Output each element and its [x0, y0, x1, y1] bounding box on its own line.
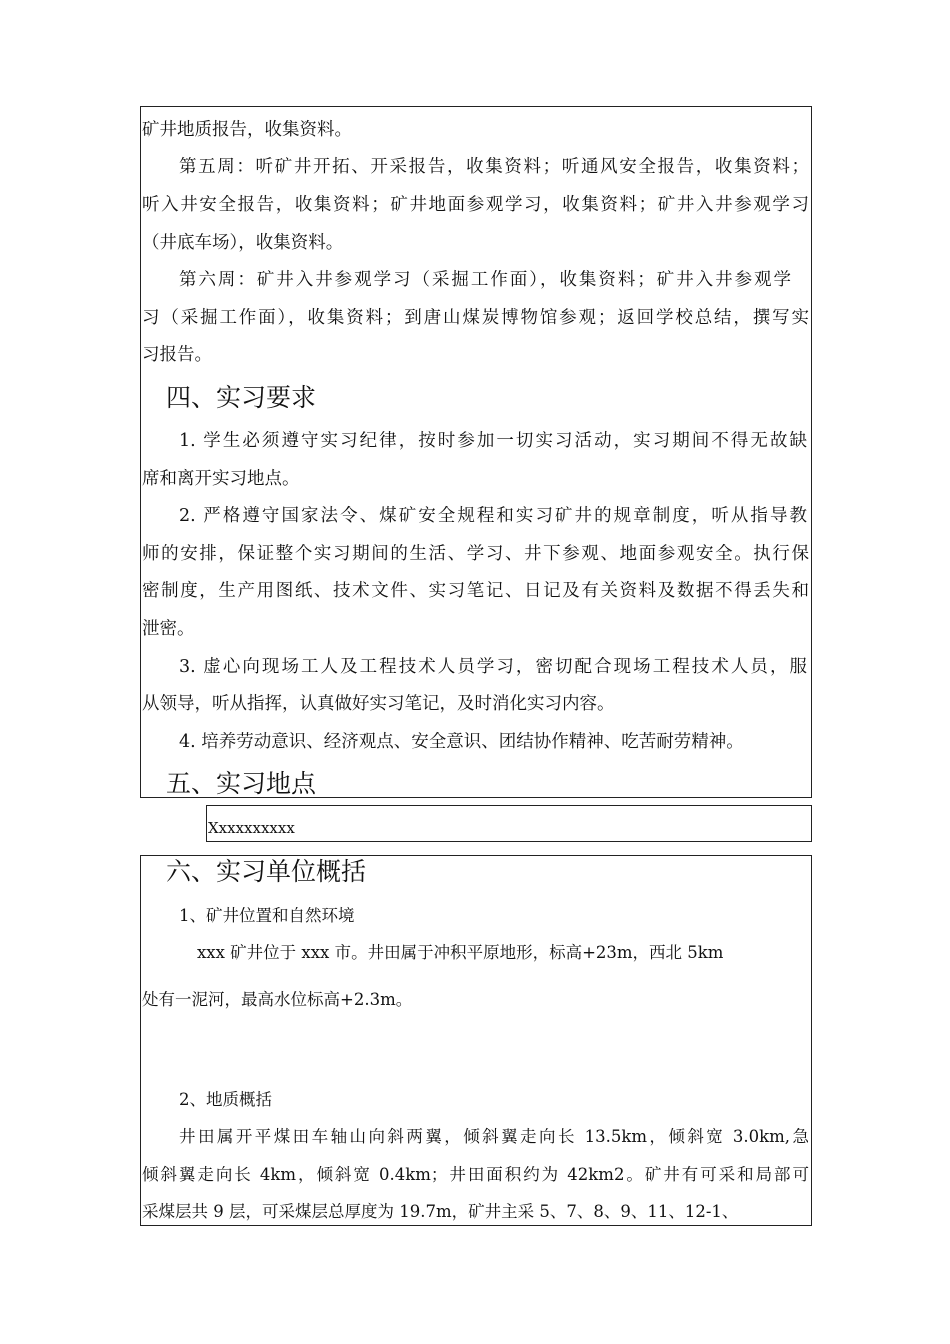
requirement-line-7: 3. 虚心向现场工人及工程技术人员学习，密切配合现场工程技术人员，服 — [179, 657, 807, 677]
requirement-line-4: 师的安排，保证整个实习期间的生活、学习、井下参观、地面参观安全。执行保 — [142, 544, 809, 564]
schedule-line-3: 听入井安全报告，收集资料；矿井地面参观学习，收集资料；矿井入井参观学习 — [142, 195, 809, 215]
requirement-line-2: 席和离开实习地点。 — [142, 469, 300, 489]
location-text-line-1: xxx 矿井位于 xxx 市。井田属于冲积平原地形，标高+23m，西北 5km — [197, 943, 724, 962]
schedule-line-7: 习报告。 — [142, 345, 212, 365]
location-text-line-2: 处有一泥河，最高水位标高+2.3m。 — [142, 990, 413, 1009]
schedule-line-4: （井底车场），收集资料。 — [142, 233, 344, 253]
requirement-line-3: 2. 严格遵守国家法令、煤矿安全规程和实习矿井的规章制度，听从指导教 — [179, 506, 807, 526]
requirement-line-9: 4. 培养劳动意识、经济观点、安全意识、团结协作精神、吃苦耐劳精神。 — [179, 732, 744, 752]
requirements-heading: 四、实习要求 — [166, 383, 317, 412]
location-heading: 五、实习地点 — [166, 769, 317, 798]
schedule-line-2: 第五周：听矿井开拓、开采报告，收集资料；听通风安全报告，收集资料； — [179, 157, 809, 177]
location-value: Xxxxxxxxxx — [208, 819, 295, 837]
overview-subheading-geology: 2、地质概括 — [179, 1090, 272, 1109]
location-value-box — [206, 805, 812, 842]
overview-subheading-location: 1、矿井位置和自然环境 — [179, 906, 355, 925]
requirement-line-6: 泄密。 — [142, 619, 195, 639]
geology-text-line-1: 井田属开平煤田车轴山向斜两翼，倾斜翼走向长 13.5km，倾斜宽 3.0km,急 — [179, 1127, 809, 1146]
geology-text-line-3: 采煤层共 9 层，可采煤层总厚度为 19.7m，矿井主采 5、7、8、9、11、12-1、 — [142, 1202, 739, 1221]
requirement-line-8: 从领导，听从指挥，认真做好实习笔记，及时消化实习内容。 — [142, 694, 615, 714]
geology-text-line-2: 倾斜翼走向长 4km，倾斜宽 0.4km；井田面积约为 42km2。矿井有可采和局部可 — [142, 1165, 809, 1184]
requirement-line-5: 密制度，生产用图纸、技术文件、实习笔记、日记及有关资料及数据不得丢失和 — [142, 581, 809, 601]
overview-heading: 六、实习单位概括 — [166, 857, 367, 886]
schedule-line-1: 矿井地质报告，收集资料。 — [142, 120, 352, 140]
requirement-line-1: 1. 学生必须遵守实习纪律，按时参加一切实习活动，实习期间不得无故缺 — [179, 431, 807, 451]
schedule-line-5: 第六周：矿井入井参观学习（采掘工作面），收集资料；矿井入井参观学 — [179, 270, 791, 290]
schedule-line-6: 习（采掘工作面），收集资料；到唐山煤炭博物馆参观；返回学校总结，撰写实 — [142, 308, 809, 328]
